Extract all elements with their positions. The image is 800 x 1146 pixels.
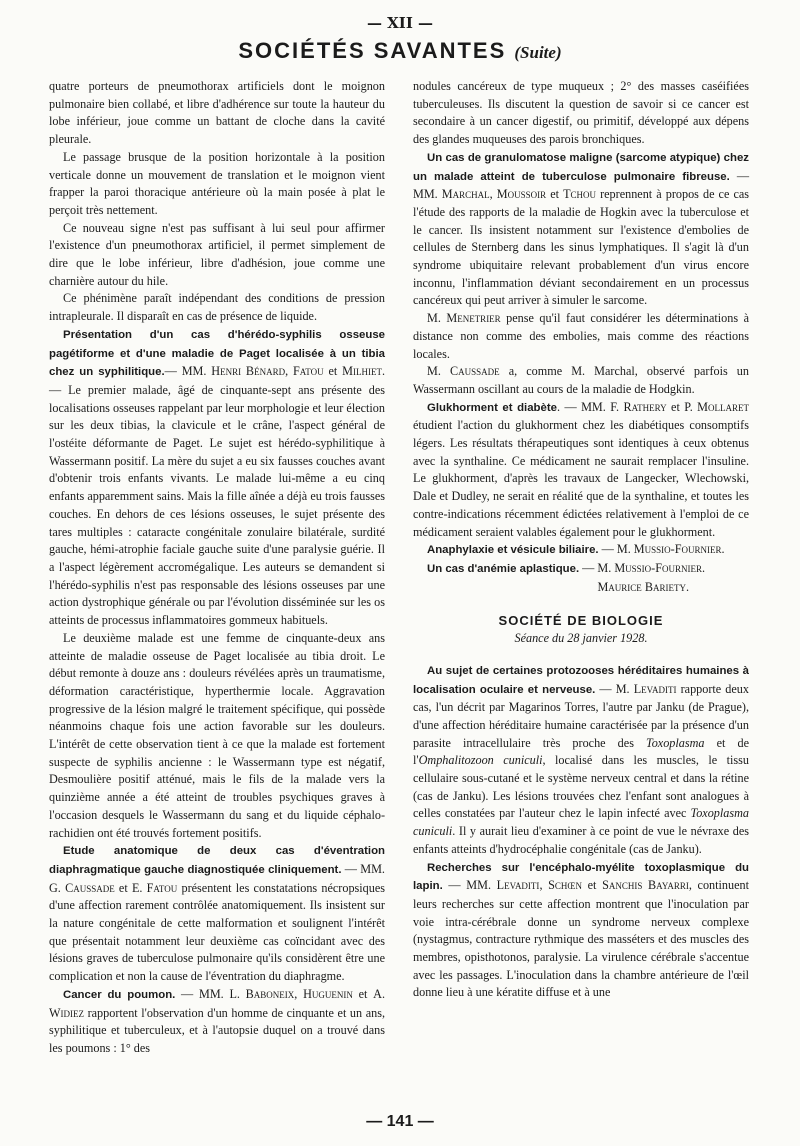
text-fragment: , [489, 187, 497, 202]
author-name: Schœn [548, 878, 582, 893]
paragraph: nodules cancéreux de type muqueux ; 2° des masses caséifiées tuberculeuses. Ils discutent la question de savoir si ce cancer est secondaire à un cancer digestif, ou primitif, développé aux dépens des glandes muqueuses des parois bronchiques. [413, 79, 749, 147]
communication-encephalo-myelite [413, 859, 749, 1003]
author-name: A. Widiez [49, 986, 385, 1020]
page-number-roman: — XII — [366, 14, 434, 32]
text-fragment: — M. [595, 681, 634, 696]
author-name: L. Baboneix [229, 986, 295, 1001]
header-title: SOCIÉTÉS SAVANTES [238, 38, 507, 63]
text-fragment: présentent les constatations nécropsiques d'une affection rarement contrôlée anatomiquement. Ils insistent sur la nature congénitale de cette malformation et soulignent l'intérêt que présentait notamment leur deuxième cas coïncidant avec des lésions graves de tuberculose pulmonaire qu'ils considèrent être une complication et non la cause de l'éventration du diaphragme. [49, 880, 386, 984]
text-fragment: et [323, 364, 343, 379]
text-fragment: et [546, 187, 564, 202]
text-fragment: et de l' [413, 735, 749, 768]
communication-anemie [413, 560, 749, 579]
text-fragment: et [352, 986, 374, 1001]
text-fragment: pense qu'il faut considérer les déterminations à distance non comme des embolies, mais comme des réactions locales. [413, 311, 749, 361]
author-name: M. Menetrier [427, 311, 501, 326]
signature: Maurice Bariety. [597, 579, 689, 594]
text-fragment: . [702, 560, 706, 575]
communication-title: Anaphylaxie et vésicule biliaire. [427, 544, 599, 557]
text-fragment: rapporte deux cas, l'un décrit par Magarinos Torres, l'autre par Janku (de Prague), d'une affection héréditaire humaine caractérisée par la présence d'un parasite intracellulaire très proche des [413, 681, 749, 750]
text-fragment: a, comme M. Marchal, observé parfois un Wassermann oscillant au cours de la maladie de Hodgkin. [413, 364, 749, 396]
author-name: M. Caussade [427, 364, 500, 379]
section-title: SOCIÉTÉ DE BIOLOGIE [498, 613, 664, 629]
author-name: Marchal [441, 187, 490, 202]
communication-cancer [49, 986, 385, 1058]
text-fragment: — M. [579, 560, 615, 575]
text-fragment: — MM. [175, 986, 230, 1001]
author-name: Henri Bénard [211, 364, 286, 379]
author-name: F. Rathery [610, 399, 667, 414]
text-fragment: . — MM. [556, 399, 611, 414]
communication-anaphylaxie [413, 541, 749, 560]
text-fragment: . Il y aurait lieu d'examiner à ce point de vue le névraxe des enfants atteints d'hydrocéphalie congénitale (cas de Janku). [413, 824, 749, 856]
text-fragment: rapportent l'observation d'un homme de cinquante et un ans, syphilitique et tuberculeux, et à l'autopsie duquel on a trouvé dans les poumons : 1° des [49, 1005, 385, 1055]
text-fragment: — MM. [413, 168, 750, 202]
text-fragment: , [539, 878, 549, 893]
communication-title: Au sujet de certaines protozooses héréditaires humaines à localisation oculaire et nerveuse. [413, 664, 749, 696]
author-name: E. Fatou [131, 880, 178, 895]
author-name: G. Caussade [49, 880, 115, 895]
communication-title: Etude anatomique de deux cas d'éventration diaphragmatique gauche diagnostiquée cliniquement. [49, 845, 385, 876]
text-fragment: . — Le premier malade, âgé de cinquante-sept ans présente des localisations osseuses rappelant par leur morphologie et leur élection sur les deux tibias, la clavicule et le crâne, l'aspect général de l'ostéite déformante de Paget. Le sujet est hérédo-syphilitique à Wassermann positif. La mère du sujet a eu six fausses couches avant d'obtenir trois enfants vivants. Le malade lui-même a eu cinq enfants apparemment sains. Mais la fille aînée a déjà eu trois fausses couches. En dehors de ces lésions osseuses, le sujet présente des tares multiples : cataracte congénitale zonulaire bilatérale, surdité gauche, hémi-atrophie faciale gauche suite d'une paralysie guérie. Il a l'aspect légèrement accromégalique. Les auteurs se demandent si l'hérédo-syphilis n'est pas responsable des lésions osseuses par une action dystrophique générale ou par l'évolution disséminée sur les os atteints de processus inflammatoires gommeux habituels. [49, 364, 385, 628]
author-name: Milhiet [342, 364, 382, 379]
author-name: Huguenin [303, 986, 353, 1001]
author-name: Moussoir [496, 187, 547, 202]
communication-protozooses [413, 662, 749, 859]
communication-title: Glukhorment et diabète [427, 401, 557, 414]
paragraph [413, 310, 749, 363]
text-fragment: — MM. [442, 878, 497, 893]
author-name: P. Mollaret [684, 399, 750, 414]
author-name: Levaditi [633, 681, 677, 696]
paragraph [413, 363, 749, 398]
italic-term: Omphalitozoon cuniculi [418, 753, 543, 768]
author-name: Sanchis Bayarri [602, 878, 689, 893]
paragraph: Le passage brusque de la position horizontale à la position verticale donne un mouvement de translation et le moignon vient frapper la paroi thoracique antérieure où la main posée à plat le perçoit très nettement. [49, 149, 385, 217]
italic-term: Toxoplasma cuniculi [413, 806, 749, 839]
text-fragment: et [114, 880, 132, 895]
text-fragment: — MM. [341, 861, 385, 876]
text-fragment: étudient l'action du glukhorment chez les diabétiques consomptifs légers. Les résultats thérapeutiques sont identiques à ceux obtenus avec la synthaline. Ce médicament ne saurait remplacer l'insuline. Le glukhorment, d'après les travaux de Langecker, Wlechowski, Dale et Dudley, ne serait en réalité que de la synthaline, et toutes les contre-indications récemment édictées relativement à l'emploi de ce médicament seraient valables également pour le glukhorment. [413, 418, 749, 539]
right-column [413, 78, 749, 1002]
communication-title: Présentation d'un cas d'hérédo-syphilis osseuse pagétiforme et d'une maladie de Paget localisée à un tibia chez un syphilitique. [49, 328, 385, 379]
text-fragment: . [721, 542, 725, 557]
text-fragment: — MM. [164, 364, 212, 379]
text-fragment: reprennent à propos de ce cas l'étude des rapports de la maladie de Hogkin avec la tuberculose et le cancer. Ils insistent notamment sur l'existence d'embolies de cellules de Sternberg dans les sinus lymphatiques. Il s'agit là d'un syndrome ubiquitaire relevant probablement d'un virus encore inconnu, l'inflammation déviant secondairement en un processus cancéreux qui peut arriver à simuler le sarcome. [413, 187, 750, 308]
author-name: Mussio-Fournier [633, 542, 722, 557]
page-number: — 141 — [366, 1113, 434, 1130]
paragraph: Ce phénimène paraît indépendant des conditions de pression intrapleurale. Il disparaît en cas de présence de liquide. [49, 291, 385, 324]
paragraph: Le deuxième malade est une femme de cinquante-deux ans atteinte de maladie osseuse de Paget localisée au tibia droit. Le début remonte à douze ans : douleurs révélées après un traumatisme, déformation caractéristique, hyperthermie locale. Aggravation progressive de la lésion malgré le traitement spécifique, qui possède néanmoins chaque fois une action favorable sur les douleurs. L'intérêt de cette observation tient à ce que la malade est fortement suspecte de syphilis ancienne : le Wassermann type est négatif, Desmoulière positif atténué, mais le fils de la malade vers la quinzième année a été atteint de troubles psychiques graves à l'occasion desquels le Wassermann du sang et du liquide céphalo-rachidien ont été trouvés fortement positifs. [49, 630, 385, 840]
left-column [49, 78, 385, 1058]
communication-title: Recherches sur l'encéphalo-myélite toxoplasmique du lapin. [413, 861, 749, 893]
author-name: Fatou [292, 364, 324, 379]
section-date: Séance du 28 janvier 1928. [514, 631, 648, 646]
communication-title: Cancer du poumon. [63, 988, 176, 1001]
communication-paget [49, 326, 385, 630]
text-fragment: — M. [598, 542, 634, 557]
text-fragment: et [666, 399, 685, 414]
paragraph: quatre porteurs de pneumothorax artificiels dont le moignon pulmonaire bien collabé, et libre d'adhérence sur toute la hauteur du lobe inférieur, joue comme un battant de cloche dans la cavité pleurale. [49, 79, 385, 147]
running-header [0, 38, 800, 64]
communication-granulomatose [413, 149, 749, 310]
text-fragment: et [581, 878, 603, 893]
communication-eventration [49, 842, 385, 986]
paragraph: Ce nouveau signe n'est pas suffisant à lui seul pour affirmer l'existence d'un pneumothorax artificiel, il permet simplement de dire que le lobe inférieur, libre d'adhésion, joue comme une charnière autour du hile. [49, 220, 385, 288]
communication-title: Un cas de granulomatose maligne (sarcome atypique) chez un malade atteint de tuberculose pulmonaire fibreuse. [413, 151, 749, 183]
author-name: Levaditi [496, 878, 540, 893]
text-fragment: , [294, 986, 304, 1001]
communication-title: Un cas d'anémie aplastique. [427, 562, 580, 575]
header-suite: (Suite) [514, 43, 562, 62]
italic-term: Toxoplasma [646, 735, 705, 750]
author-name: Mussio-Fournier [614, 560, 703, 575]
communication-glukhorment [413, 399, 749, 542]
author-name: Tchou [563, 187, 597, 202]
text-fragment: , [285, 364, 293, 379]
text-fragment: , localisé dans les muscles, le tissu cellulaire sous-cutané et le système nerveux central et dans la rétine (cas de Janku). Les lésions trouvées chez l'enfant sont analogues à celles constatées par l'auteur chez le lapin infecté avec [413, 753, 749, 821]
text-fragment: , continuent leurs recherches sur cette affection montrent que l'inoculation par voie intra-cérébrale donne un syndrome nerveux complexe (nystagmus, contracture rythmique des masséters et des muscles des membres, opisthotonos, paralysie. La virulence cérébrale s'accentue avec les passages. L'inoculation dans la chambre antérieure de l'œil donne lieu à une kératite diffuse et à une [413, 878, 750, 1000]
